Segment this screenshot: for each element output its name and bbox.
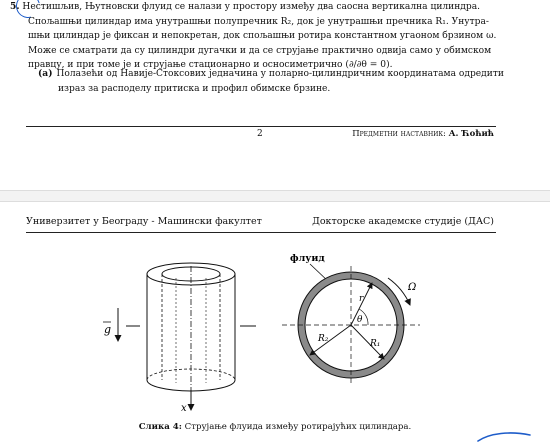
subquestion-line-2: израз за расподелу притиска и профил обимске брзине. — [58, 83, 331, 94]
gravity-vector — [103, 308, 118, 341]
footer-rule — [26, 126, 496, 127]
r-label: r — [359, 294, 364, 304]
figure-caption — [0, 422, 550, 432]
problem-number: 5. — [10, 1, 20, 12]
r2-label: R₂ — [318, 334, 329, 344]
header-university: Универзитет у Београду - Машински факултет — [26, 216, 262, 227]
subquestion-line-1: Полазећи од Навије-Стоксових једначина у поларно-цилиндричним координатама одредити — [56, 69, 504, 79]
cylinders-diagram — [0, 238, 550, 418]
caption-number: Слика 4: — [138, 422, 182, 432]
subquestion-a — [38, 67, 508, 96]
x-axis — [181, 266, 191, 414]
problem-line-3: шњи цилиндар је фиксан и непокретан, док спољашњи ротира константном угаоном брзином ω. — [28, 31, 497, 42]
lecturer-credit — [352, 129, 494, 139]
page-one-bottom — [0, 0, 550, 190]
cross-section — [282, 253, 420, 386]
gravity-label: g — [104, 323, 112, 336]
problem-line-5: правцу, и при томе је и струјање стационарно и осносиметрично (∂/∂θ = 0). — [28, 60, 393, 71]
theta-label: θ — [357, 315, 363, 325]
subquestion-label: (a) — [38, 68, 53, 79]
r1-label: R₁ — [370, 339, 381, 349]
problem-line-1: 5. Нестишљив, Њутновски флуид се налази у простору између два саосна вертикална цилиндра. — [10, 1, 481, 12]
caption-text: Струјање флуида између ротирајућих цилиндара. — [184, 422, 412, 432]
problem-statement — [10, 0, 522, 73]
fluid-label: флуид — [290, 253, 325, 264]
lecturer-name: А. Ћоћић — [448, 129, 494, 139]
page-separator — [0, 190, 550, 202]
problem-line-2: Спољашњи цилиндар има унутрашњи полупречник R₂, док је унутрашњи пречника R₁. Унутра- — [28, 16, 489, 27]
problem-line-4: Може се сматрати да су цилиндри дугачки и да се струјање практично одвија само у обимском — [28, 45, 492, 56]
axis-x-label: x — [181, 403, 187, 414]
omega-label: Ω — [408, 282, 417, 293]
header-rule — [26, 232, 496, 233]
page-number: 2 — [257, 129, 263, 139]
lecturer-label: Предметни наставник: — [352, 129, 446, 139]
handwritten-stroke-annotation — [470, 425, 540, 445]
header-program: Докторске академске студије (ДАС) — [312, 216, 494, 227]
cylinders-figure — [0, 238, 550, 418]
